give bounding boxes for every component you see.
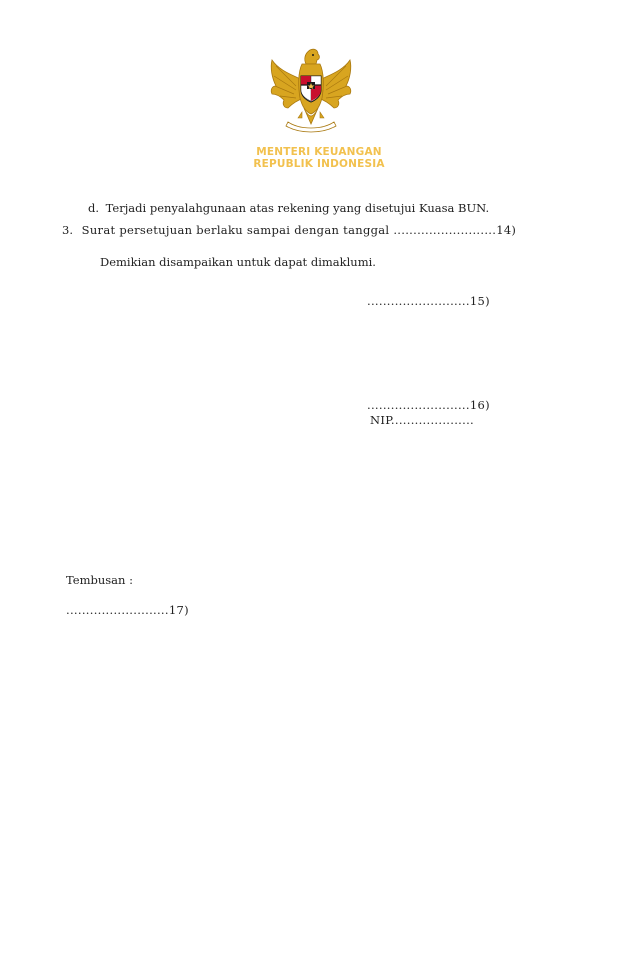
copies-placeholder: ..........................17) (66, 603, 189, 617)
ministry-subtitle: REPUBLIK INDONESIA (253, 158, 385, 170)
list-item-text: Surat persetujuan berlaku sampai dengan tanggal ..........................14) (81, 223, 517, 237)
ministry-title: MENTERI KEUANGAN (256, 146, 382, 158)
copies-label: Tembusan : (66, 573, 133, 587)
closing-sentence: Demikian disampaikan untuk dapat dimaklumi. (100, 255, 376, 269)
list-item-3 (62, 223, 516, 237)
garuda-emblem-icon (266, 42, 356, 136)
list-marker: 3. (62, 223, 73, 237)
place-date-placeholder: ..........................15) (367, 294, 490, 308)
nip-placeholder: NIP..................... (370, 413, 474, 427)
list-item-text: Terjadi penyalahgunaan atas rekening yang disetujui Kuasa BUN. (105, 201, 490, 215)
signatory-name-placeholder: ..........................16) (367, 398, 490, 412)
list-item-d (88, 201, 489, 215)
list-marker: d. (88, 201, 100, 215)
